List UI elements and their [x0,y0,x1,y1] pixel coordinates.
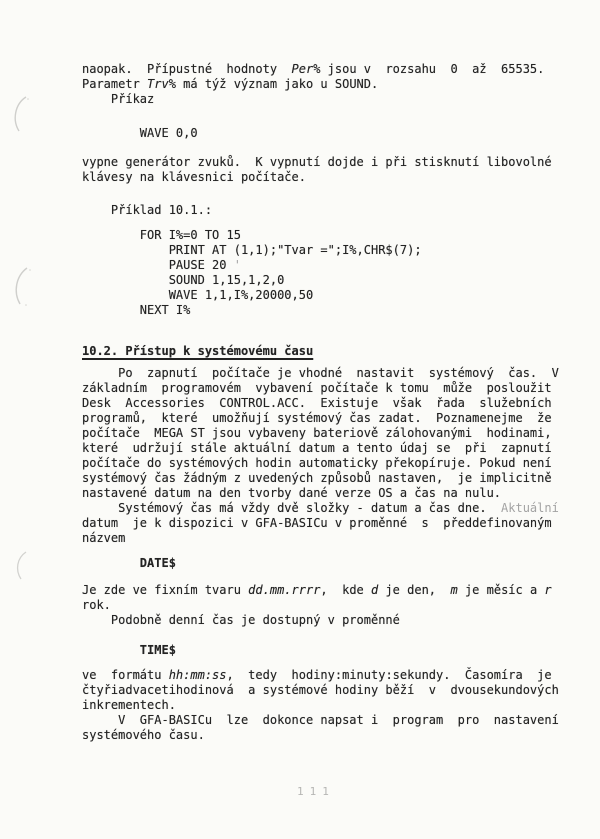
text-line: NEXT I% [82,303,191,317]
para-time-format [82,668,572,743]
text-line: inkrementech. [82,698,176,712]
text-line: počítače do systémových hodin automaticky překopíruje. Pokud není [82,456,552,470]
text-line: systémového času. [82,728,205,742]
text-line: FOR I%=0 TO 15 [82,228,241,242]
text-line: názvem [82,531,126,545]
text-line: Příkaz [82,92,155,106]
page-number: 111 [297,785,335,798]
document-content [82,62,572,743]
text-line: SOUND 1,15,1,2,0 [82,273,285,287]
margin-pencil-mark-bottom [12,550,32,582]
example-label [82,203,572,218]
para-wave-range [82,62,572,107]
text-line: TIME$ [139,643,176,657]
margin-pencil-mark-middle [8,264,36,308]
text-line: které udržují stále aktuální datum a tento údaj se při zapnutí [82,441,552,455]
text-line: počítače MEGA ST jsou vybaveny bateriově zálohovanými hodinami, [82,426,552,440]
text-line: PRINT AT (1,1);"Tvar =";I%,CHR$(7); [82,243,422,257]
text-line: V GFA-BASICu lze dokonce napsat i program pro nastavení [82,713,559,727]
text-line: čtyřiadvacetihodinová a systémové hodiny běží v dvousekundových [82,683,559,697]
text-line: naopak. Přípustné hodnoty Per% jsou v rozsahu 0 až 65535. [82,62,545,76]
text-line: Parametr Trv% má týž význam jako u SOUND. [82,77,379,91]
text-line: Je zde ve fixním tvaru dd.mm.rrrr, kde d je den, m je měsíc a r [82,583,552,597]
para-system-time [82,366,572,501]
text-line: rok. [82,598,111,612]
code-wave-off [82,126,572,141]
text-line: WAVE 1,1,I%,20000,50 [82,288,314,302]
text-line: 10.2. Přístup k systémovému času [82,344,314,358]
code-time-variable [82,643,572,658]
text-line: DATE$ [139,556,176,570]
code-example-10-1 [82,228,572,318]
text-line: Desk Accessories CONTROL.ACC. Existuje však řada služebních [82,396,552,410]
para-date-format [82,583,572,628]
text-line: klávesy na klávesnici počítače. [82,170,306,184]
para-time-components [82,501,572,546]
code-date-variable [82,556,572,571]
text-line: PAUSE 20 ' [82,258,241,272]
text-line: datum je k dispozici v GFA-BASICu v proměnné s předdefinovaným [82,516,552,530]
text-line: ve formátu hh:mm:ss, tedy hodiny:minuty:sekundy. Časomíra je [82,668,552,682]
text-line: WAVE 0,0 [82,126,198,140]
para-wave-off-effect [82,155,572,185]
section-heading [82,344,572,359]
text-line: základním programovém vybavení počítače k tomu může posloužit [82,381,552,395]
text-line: Po zapnutí počítače je vhodné nastavit systémový čas. V [82,366,559,380]
text-line: Příklad 10.1.: [82,203,213,217]
text-line: nastavené datum na den tvorby dané verze OS a čas na nulu. [82,486,502,500]
text-line: Podobně denní čas je dostupný v proměnné [82,613,400,627]
text-line: programů, které umožňují systémový čas zadat. Poznamenejme že [82,411,552,425]
text-line: vypne generátor zvuků. K vypnutí dojde i při stisknutí libovolné [82,155,552,169]
margin-pencil-mark-top [8,94,32,134]
text-line: Systémový čas má vždy dvě složky - datum a čas dne. Aktuální [82,501,559,515]
text-line: systémový čas žádným z uvedených způsobů nastaven, je implicitně [82,471,552,485]
